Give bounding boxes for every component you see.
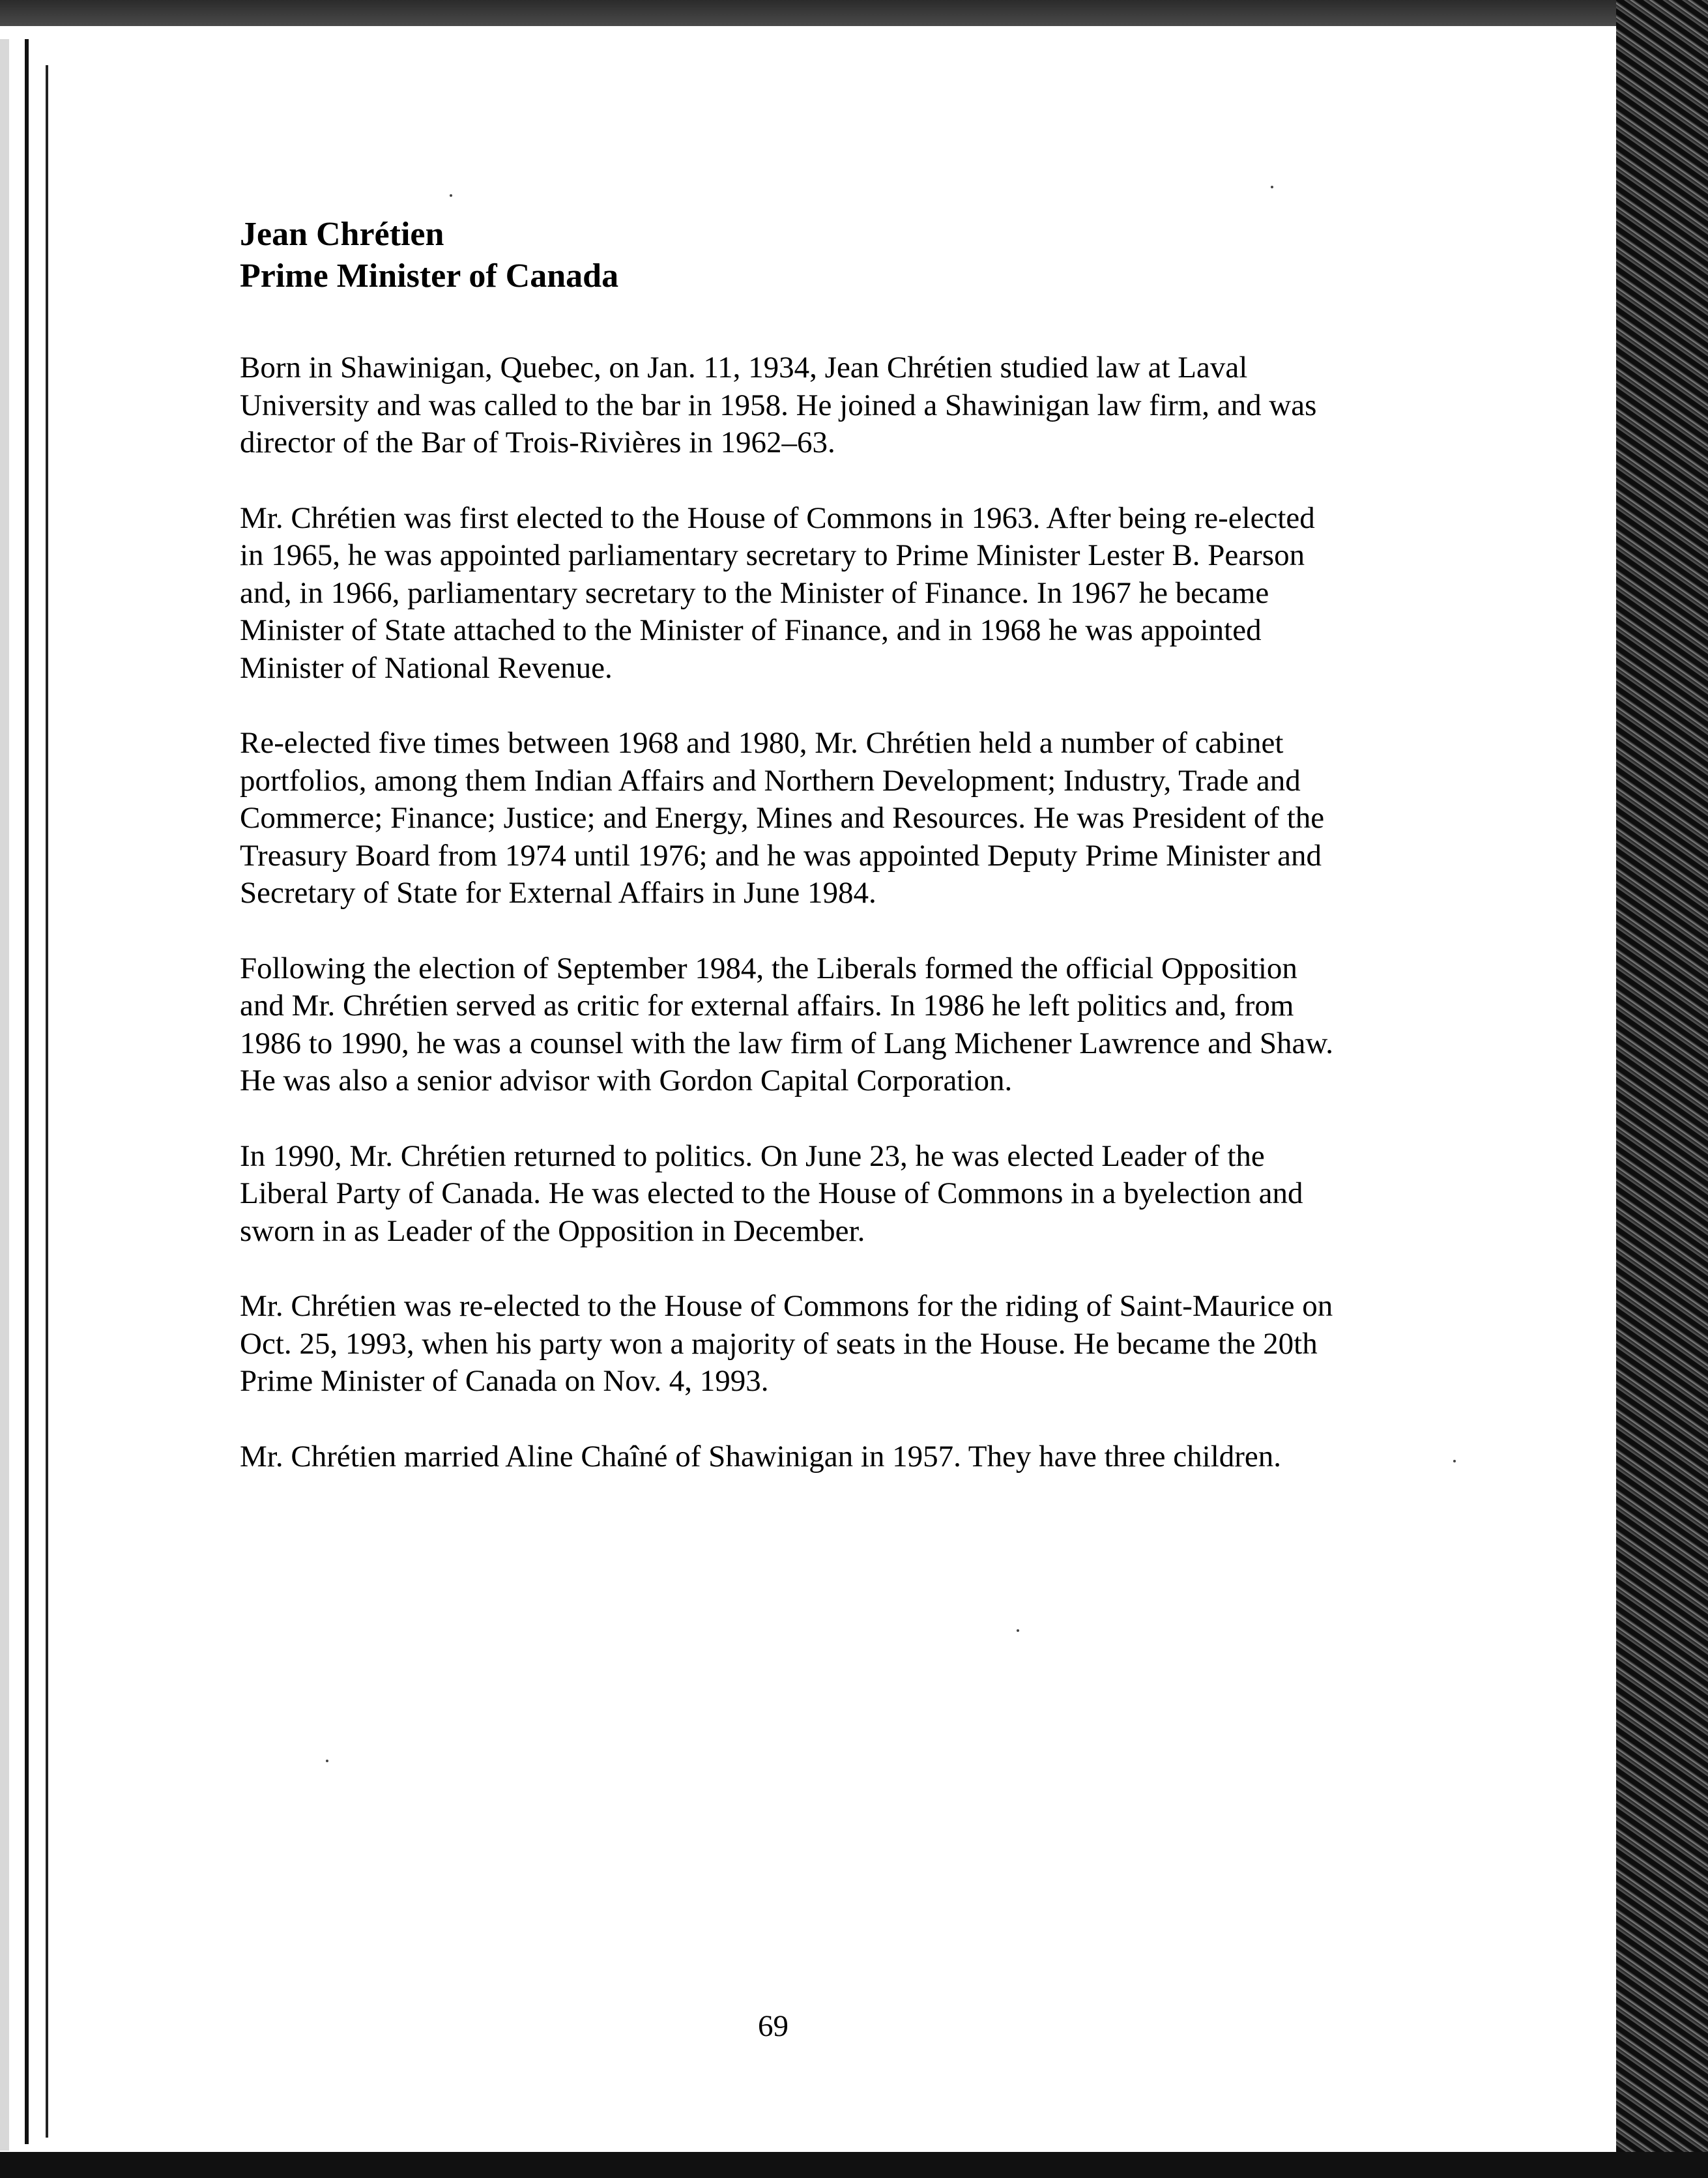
paragraph-early-life: Born in Shawinigan, Quebec, on Jan. 11, 1934, Jean Chrétien studied law at Laval University and was called to the bar in 1958. He joined a Shawinigan law firm, and was director of the Bar of Trois-Rivières in 1962–63.: [240, 351, 1317, 459]
paragraph-return: In 1990, Mr. Chrétien returned to politics. On June 23, he was elected Leader of the Liberal Party of Canada. He was elected to the House of Commons in a byelection and sworn in as Leader of the Opposition in December.: [240, 1139, 1303, 1248]
person-name-heading: Jean Chrétien: [240, 216, 444, 253]
biography-body: [240, 349, 1335, 1475]
page-number: 69: [758, 2009, 789, 2043]
page-gutter-shadow: [0, 39, 9, 2151]
document-page: [0, 26, 1616, 2152]
person-title-heading: Prime Minister of Canada: [240, 257, 619, 295]
paragraph-opposition: Following the election of September 1984, the Liberals formed the official Opposition and Mr. Chrétien served as critic for external affairs. In 1986 he left politics and, from 1986 to 1990, he was a counsel with the law firm of Lang Michener Lawrence and Shaw. He was also a senior advisor with Gordon Capital Corporation.: [240, 951, 1334, 1097]
paragraph-prime-minister: Mr. Chrétien was re-elected to the House of Commons for the riding of Saint-Maurice on Oct. 25, 1993, when his party won a majority of seats in the House. He became the 20th Prime Minister of Canada on Nov. 4, 1993.: [240, 1289, 1333, 1398]
scan-right-edge: [1616, 0, 1708, 2178]
scan-speck: [1017, 1629, 1019, 1632]
document-content: [240, 214, 1335, 1513]
scan-bottom-edge: [0, 2152, 1708, 2178]
scan-speck: [326, 1760, 328, 1762]
binding-rule-inner: [46, 65, 48, 2138]
paragraph-first-election: Mr. Chrétien was first elected to the House of Commons in 1963. After being re-elected in 1965, he was appointed parliamentary secretary to Prime Minister Lester B. Pearson and, in 1966, parliamentary secretary to the Minister of Finance. In 1967 he became Minister of State attached to the Minister of Finance, and in 1968 he was appointed Minister of National Revenue.: [240, 501, 1315, 685]
scan-speck: [1271, 186, 1273, 188]
scan-top-edge: [0, 0, 1708, 26]
paragraph-family: Mr. Chrétien married Aline Chaîné of Shawinigan in 1957. They have three children.: [240, 1439, 1282, 1474]
scan-speck: [450, 194, 452, 197]
scan-speck: [1453, 1460, 1456, 1462]
paragraph-cabinet: Re-elected five times between 1968 and 1980, Mr. Chrétien held a number of cabinet portfolios, among them Indian Affairs and Northern Development; Industry, Trade and Commerce; Finance; Justice; and Energy, Mines and Resources. He was President of the Treasury Board from 1974 until 1976; and he was appointed Deputy Prime Minister and Secretary of State for External Affairs in June 1984.: [240, 726, 1325, 910]
binding-rule-outer: [25, 39, 29, 2144]
